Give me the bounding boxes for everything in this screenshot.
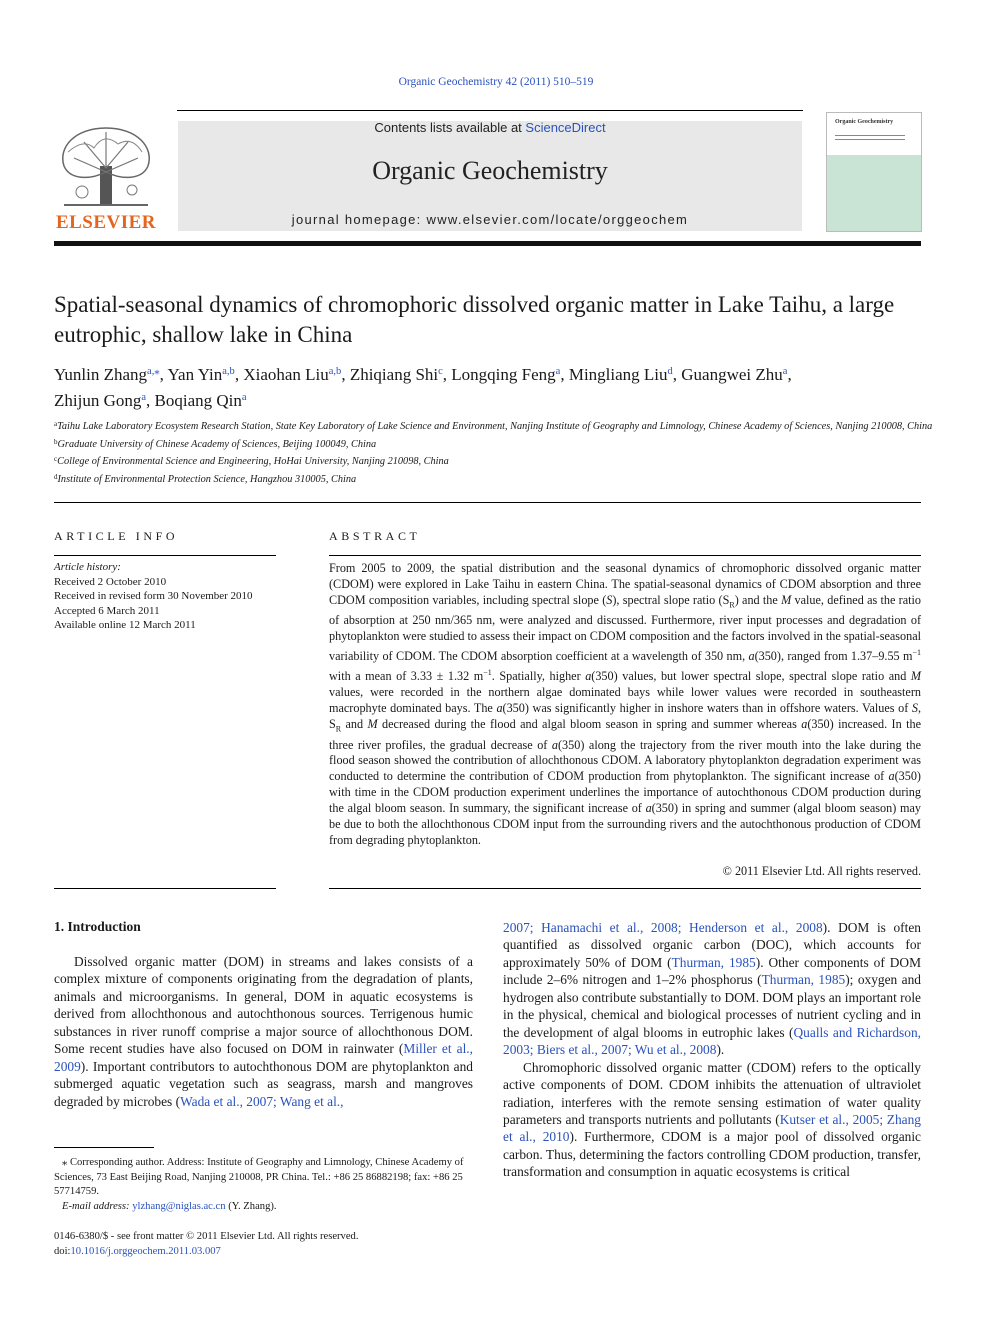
author-separator: , bbox=[672, 365, 682, 384]
author-affil-marker[interactable]: a bbox=[555, 366, 561, 377]
affiliation-key: b bbox=[54, 437, 58, 446]
history-item: Accepted 6 March 2011 bbox=[54, 604, 160, 617]
journal-cover-thumbnail[interactable] bbox=[826, 112, 922, 232]
author[interactable]: Yan Yin bbox=[167, 365, 223, 384]
history-label: Article history: bbox=[54, 561, 121, 573]
footnote bbox=[54, 1156, 473, 1214]
citation-link[interactable]: Miller et al., 2009 bbox=[54, 1041, 473, 1074]
affiliation-key: d bbox=[54, 472, 58, 481]
corresponding-author-note: ⁎ Corresponding author. Address: Institute of Geography and Limnology, Chinese Academy of Sciences, 73 East Beijing Road, Nanjing 210008, PR China. Tel.: +86 25 86882198; fax: +86 25 57714759. bbox=[54, 1157, 464, 1198]
homepage-prefix: journal homepage: bbox=[291, 212, 427, 227]
sciencedirect-link[interactable]: ScienceDirect bbox=[525, 120, 606, 135]
author[interactable]: Mingliang Liu bbox=[568, 365, 668, 384]
history-item: Received in revised form 30 November 2010 bbox=[54, 590, 253, 603]
author-separator: , bbox=[560, 365, 569, 384]
author[interactable]: Guangwei Zhu bbox=[681, 365, 783, 384]
author-separator: , bbox=[234, 365, 244, 384]
intro-paragraph: Chromophoric dissolved organic matter (CDOM) refers to the optically active components of DOM. CDOM inhibits the attenuation of ultraviolet radiation, interferes with the remote sensing estimation of water quality parameters and transports nutrients and pollutants (Kutser et al., 2005; Zhang et al., 2010). Furthermore, CDOM is a major pool of dissolved organic carbon. Thus, determining the factors controlling CDOM production, transfer, transformation and consumption in aquatic ecosystems is critical bbox=[503, 1059, 922, 1180]
email-suffix: (Y. Zhang). bbox=[228, 1200, 277, 1212]
article-history bbox=[54, 560, 276, 633]
author[interactable]: Zhiqiang Shi bbox=[349, 365, 439, 384]
citation-link[interactable]: Qualls and Richardson, 2003; Biers et al., 2007; Wu et al., 2008 bbox=[503, 1024, 922, 1058]
cover-line bbox=[835, 135, 905, 136]
affiliation-list bbox=[54, 417, 934, 487]
front-matter bbox=[54, 1230, 494, 1259]
affiliation-text: Taihu Lake Laboratory Ecosystem Research Station, State Key Laboratory of Lake Science and Environment, Nanjing Institute of Geography and Limnology, Chinese Academy of Sciences, Nanjing 210008, China bbox=[57, 421, 933, 432]
abstract-rule-bottom bbox=[329, 888, 921, 889]
affiliation bbox=[54, 435, 934, 453]
author-separator: , bbox=[341, 365, 350, 384]
journal-homepage bbox=[178, 212, 802, 227]
journal-citation[interactable]: Organic Geochemistry 42 (2011) 510–519 bbox=[398, 76, 594, 88]
cover-title: Organic Geochemistry bbox=[835, 119, 894, 125]
author-affil-marker[interactable]: c bbox=[438, 366, 443, 377]
affiliation-key: a bbox=[54, 420, 58, 428]
affiliation-text: College of Environmental Science and Engineering, HoHai University, Nanjing 210098, China bbox=[57, 456, 449, 467]
intro-paragraph: 2007; Hanamachi et al., 2008; Henderson et al., 2008). DOM is often quantified as dissolved organic carbon (DOC), which accounts for approximately 50% of DOM (Thurman, 1985). Other components of DOM include 2–6% nitrogen and 1–2% phosphorus (Thurman, 1985); oxygen and hydrogen also contribute substantially to DOM. DOM plays an important role in the physical, chemical and biological processes of nutrient cycling and in the development of algal blooms in eutrophic lakes (Qualls and Richardson, 2003; Biers et al., 2007; Wu et al., 2008). bbox=[503, 920, 922, 1058]
author-affil-marker[interactable]: a bbox=[782, 366, 788, 377]
cover-band bbox=[827, 155, 921, 231]
journal-name: Organic Geochemistry bbox=[372, 156, 608, 185]
abstract-heading: ABSTRACT bbox=[329, 529, 421, 543]
citation-link[interactable]: Kutser et al., 2005; Zhang et al., 2010 bbox=[503, 1111, 922, 1145]
author-affil-marker[interactable]: d bbox=[667, 366, 673, 377]
section-rule bbox=[54, 502, 921, 503]
intro-column-left bbox=[54, 953, 473, 1110]
header-thick-rule bbox=[54, 241, 921, 246]
homepage-url[interactable]: www.elsevier.com/locate/orggeochem bbox=[426, 212, 689, 227]
doi-label: doi: bbox=[54, 1245, 71, 1257]
author[interactable]: Boqiang Qin bbox=[154, 391, 242, 410]
article-title: Spatial-seasonal dynamics of chromophoric dissolved organic matter in Lake Taihu, a large eutrophic, shallow lake in China bbox=[54, 292, 895, 347]
intro-column-right bbox=[503, 919, 921, 1181]
email-line bbox=[54, 1200, 473, 1215]
author[interactable]: Zhijun Gong bbox=[54, 391, 142, 410]
author[interactable]: Yunlin Zhang bbox=[54, 365, 148, 384]
abstract-copyright: © 2011 Elsevier Ltd. All rights reserved. bbox=[722, 864, 921, 878]
author-separator: , bbox=[159, 365, 168, 384]
author-affil-marker[interactable]: a,b bbox=[222, 366, 235, 377]
doi-link[interactable]: 10.1016/j.orggeochem.2011.03.007 bbox=[70, 1245, 221, 1257]
author[interactable]: Longqing Feng bbox=[451, 365, 556, 384]
citation-link[interactable]: Thurman, 1985 bbox=[761, 972, 846, 988]
citation-link[interactable]: Thurman, 1985 bbox=[671, 954, 756, 970]
affiliation bbox=[54, 417, 934, 435]
intro-paragraph: Dissolved organic matter (DOM) in streams and lakes consists of a complex mixture of components originating from the degradation of plants, animals and microorganisms. In general, DOM in aquatic ecosystems is derived from allochthonous and autochthonous sources. Terrigenous humic substances in river runoff comprise a major source of allochthonous DOM. Some recent studies have also focused on DOM in rainwater (Miller et al., 2009). Important contributors to autochthonous DOM are phytoplankton and submerged aquatic vegetation such as seagrass, marsh and mangroves degraded by microbes (Wada et al., 2007; Wang et al., bbox=[54, 954, 473, 1109]
affiliation bbox=[54, 452, 934, 470]
citation-link[interactable]: Wada et al., 2007; Wang et al., bbox=[180, 1093, 344, 1109]
author-list bbox=[54, 360, 934, 412]
elsevier-wordmark: ELSEVIER bbox=[55, 212, 157, 233]
history-item: Received 2 October 2010 bbox=[54, 575, 167, 588]
author-affil-marker[interactable]: a bbox=[241, 392, 247, 403]
author-separator: , bbox=[442, 365, 452, 384]
author[interactable]: Xiaohan Liu bbox=[243, 365, 329, 384]
affiliation-text: Institute of Environmental Protection Science, Hangzhou 310005, China bbox=[57, 473, 357, 485]
article-info-rule bbox=[54, 555, 276, 556]
issn-line: 0146-6380/$ - see front matter © 2011 Elsevier Ltd. All rights reserved. bbox=[54, 1231, 359, 1242]
doi-line bbox=[54, 1245, 494, 1260]
header-rule bbox=[177, 110, 803, 111]
article-info-rule-bottom bbox=[54, 888, 276, 889]
author-affil-marker[interactable]: a,⁎ bbox=[147, 366, 160, 377]
affiliation-key: c bbox=[54, 455, 58, 463]
abstract-text: From 2005 to 2009, the spatial distribution and the seasonal dynamics of chromophoric dissolved organic matter (CDOM) were explored in Lake Taihu in eastern China. The spatial-seasonal dynamics of CDOM absorption and three CDOM composition variables, including spectral slope (S), spectral slope ratio $(S_R)$ and the M value, defined as the ratio of absorption at 250 nm/365 nm, were analyzed and discussed. Furthermore, river input processes and degradation of phytoplankton were studied to assess their impact on CDOM composition and the factors involved in the spatial-seasonal variability of CDOM. The CDOM absorption coefficient at a wavelength of 350 nm, a(350), ranged from 1.37–9.55 $m^{-1}$ with a mean of 3.33 ± 1.32 $m^{-1}$. Spatially, higher a(350) values, but lower spectral slope, spectral slope ratio and M values, were recorded in the northern algae dominated bays while lower values were recorded in southeastern macrophyte dominated bays. The a(350) was significantly higher in inshore waters than in offshore waters. Values of S, $S_R$ and M decreased during the flood and algal bloom season in spring and summer whereas a(350) increased. In the three river profiles, the gradual decrease of a(350) along the trajectory from the river mouth into the lake during the flood season showed the contribution of allochthonous CDOM. A laboratory phytoplankton degradation experiment was conducted to determine the contribution of CDOM production from phytoplankton. The significant increase of a(350) with time in the CDOM production experiment underlines the importance of autochthonous CDOM production during the algal bloom season. In summary, the significant increase of a(350) in spring and summer (algal bloom season) may be due to both the allochthonous CDOM input from the surrounding rivers and the autochthonous production of CDOM from degrading phytoplankton. bbox=[329, 561, 922, 848]
citation-link[interactable]: 2007; Hanamachi et al., 2008; Henderson et al., 2008 bbox=[503, 920, 823, 935]
footnote-rule bbox=[54, 1147, 154, 1148]
author-affil-marker[interactable]: a bbox=[141, 392, 147, 403]
cover-line bbox=[835, 139, 905, 140]
email-link[interactable]: ylzhang@niglas.ac.cn bbox=[132, 1200, 226, 1212]
contents-line bbox=[178, 120, 802, 135]
email-label: E-mail address: bbox=[62, 1200, 130, 1212]
article-info-heading: ARTICLE INFO bbox=[54, 529, 179, 543]
author-affil-marker[interactable]: a,b bbox=[328, 366, 342, 377]
contents-prefix: Contents lists available at bbox=[374, 120, 526, 135]
affiliation bbox=[54, 470, 934, 488]
abstract-rule bbox=[329, 555, 921, 556]
author-separator: , bbox=[787, 365, 792, 384]
history-item: Available online 12 March 2011 bbox=[54, 619, 196, 632]
affiliation-text: Graduate University of Chinese Academy of Sciences, Beijing 100049, China bbox=[57, 438, 377, 450]
intro-heading: 1. Introduction bbox=[54, 919, 141, 934]
author-separator: , bbox=[146, 391, 155, 410]
